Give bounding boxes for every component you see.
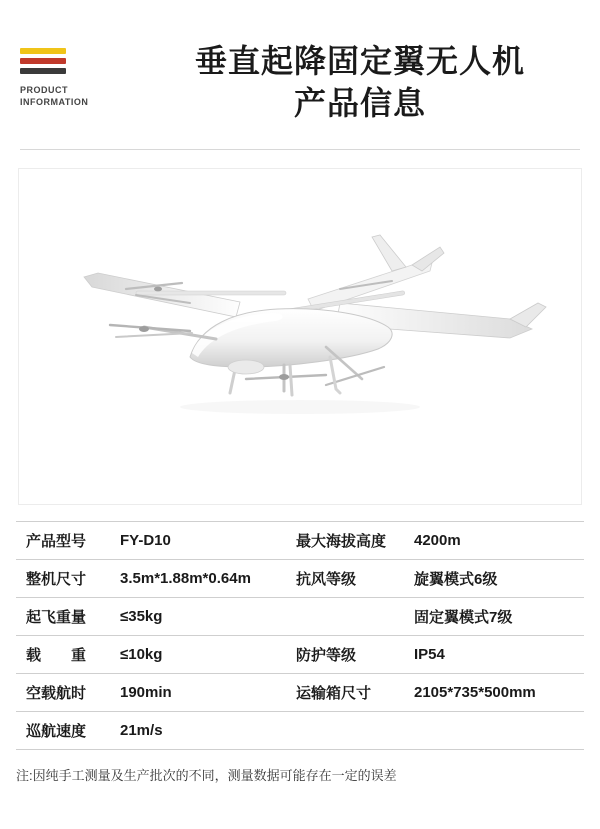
drone-illustration-icon [40,207,560,467]
spec-value-payload: ≤10kg [120,646,163,663]
brand-logo-icon [20,48,68,74]
table-row [16,522,584,560]
product-image-inner [19,169,581,504]
brand-block [20,48,130,108]
product-image [18,168,582,505]
header-divider [20,149,580,150]
table-row [16,674,584,712]
table-row [16,712,584,750]
table-row [16,636,584,674]
spec-label-endurance: 空载航时 [26,685,87,702]
table-row [16,598,584,636]
spec-label-max-altitude: 最大海拔高度 [296,533,387,550]
spec-value-max-altitude: 4200m [414,532,461,549]
logo-bar-yellow [20,48,66,54]
spec-label-model: 产品型号 [26,533,87,550]
spec-value-dimensions: 3.5m*1.88m*0.64m [120,570,251,587]
spec-label-ip-rating: 防护等级 [296,647,357,664]
measurement-note: 注:因纯手工测量及生产批次的不同，测量数据可能存在一定的误差 [16,768,397,783]
page-header [0,0,600,150]
brand-text [20,84,130,108]
page-title-line-2: 产品信息 [293,85,426,121]
brand-line-1: PRODUCT [20,85,68,95]
brand-line-2: INFORMATION [20,97,89,107]
spec-value-takeoff-weight: ≤35kg [120,608,163,625]
spec-table [16,521,584,750]
logo-bar-dark [20,68,66,74]
spec-value-endurance: 190min [120,684,172,701]
spec-value-wind-resistance-rotor: 旋翼模式6级 [414,571,498,588]
page-title [140,40,580,124]
spec-value-ip-rating: IP54 [414,646,445,663]
spec-label-wind-resistance: 抗风等级 [296,571,357,588]
spec-label-cruise-speed: 巡航速度 [26,723,87,740]
page-title-line-1: 垂直起降固定翼无人机 [194,43,525,79]
logo-bar-red [20,58,66,64]
spec-label-payload: 载 重 [26,647,87,664]
spec-value-model: FY-D10 [120,532,171,549]
spec-value-wind-resistance-fixedwing: 固定翼模式7级 [414,609,513,626]
spec-value-case-size: 2105*735*500mm [414,684,536,701]
spec-label-dimensions: 整机尺寸 [26,571,87,588]
table-row [16,560,584,598]
spec-value-cruise-speed: 21m/s [120,722,163,739]
spec-label-takeoff-weight: 起飞重量 [26,609,87,626]
spec-label-case-size: 运输箱尺寸 [296,685,372,702]
